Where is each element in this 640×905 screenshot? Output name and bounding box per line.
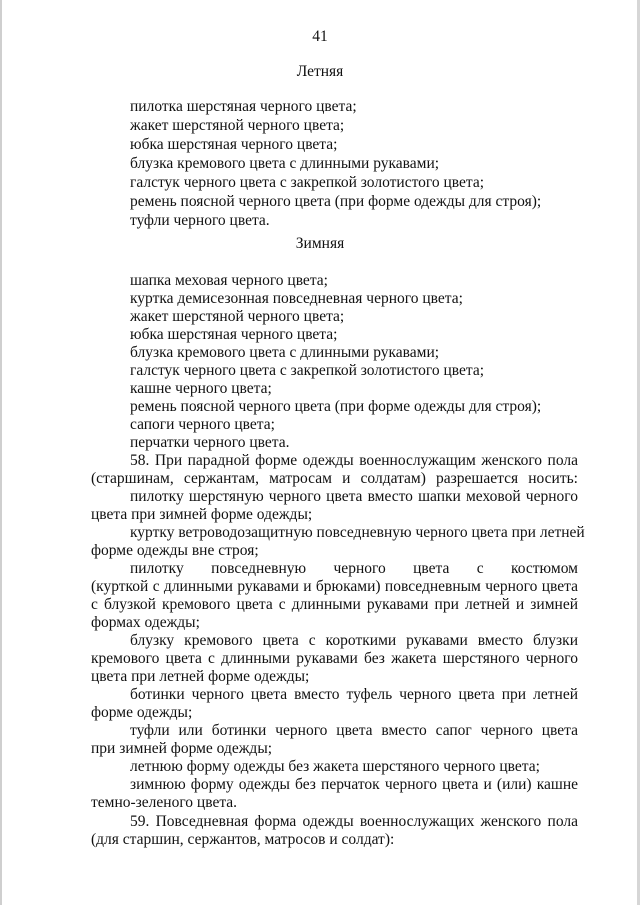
list-item: блузка кремового цвета с длинными рукавами; (130, 155, 440, 172)
paragraph-line: при зимней форме одежды; (91, 740, 273, 757)
list-item: юбка шерстяная черного цвета; (130, 326, 338, 343)
list-item: жакет шерстяной черного цвета; (130, 308, 345, 325)
list-item: жакет шерстяной черного цвета; (130, 117, 345, 134)
paragraph-line: форме одежды вне строя; (91, 542, 259, 559)
paragraph-line: темно-зеленого цвета. (91, 794, 238, 811)
paragraph-line: пилотку повседневную черного цвета с костюмом (130, 560, 578, 577)
list-item: куртка демисезонная повседневная черного цвета; (130, 290, 463, 307)
list-item: шапка меховая черного цвета; (130, 272, 328, 289)
paragraph-line: куртку ветроводозащитную повседневную черного цвета при летней (130, 524, 585, 541)
paragraph-line: блузку кремового цвета с короткими рукавами вместо блузки (130, 632, 578, 649)
paragraph-line: формах одежды; (91, 614, 200, 631)
list-item: перчатки черного цвета. (130, 434, 290, 451)
summer-heading: Летняя (296, 63, 344, 80)
paragraph-line: (курткой с длинными рукавами и брюками) повседневным черного цвета (91, 578, 578, 595)
list-item: туфли черного цвета. (130, 212, 270, 229)
paragraph-line: цвета при зимней форме одежды; (91, 506, 313, 523)
list-item: галстук черного цвета с закрепкой золотистого цвета; (130, 362, 485, 379)
list-item: ремень поясной черного цвета (при форме одежды для строя); (130, 398, 542, 415)
paragraph-line: кремового цвета с длинными рукавами без жакета шерстяного черного (91, 650, 578, 667)
winter-heading: Зимняя (295, 235, 345, 252)
paragraph-line: летнюю форму одежды без жакета шерстяного черного цвета; (130, 758, 540, 775)
list-item: ремень поясной черного цвета (при форме одежды для строя); (130, 193, 542, 210)
list-item: блузка кремового цвета с длинными рукавами; (130, 344, 440, 361)
paragraph-line: зимнюю форму одежды без перчаток черного цвета и (или) кашне (130, 776, 578, 793)
paragraph-line: (для старшин, сержантов, матросов и солдат): (91, 831, 395, 848)
list-item: пилотка шерстяная черного цвета; (130, 98, 357, 115)
list-item: галстук черного цвета с закрепкой золотистого цвета; (130, 174, 485, 191)
paragraph-line: с блузкой кремового цвета с длинными рукавами при летней и зимней (91, 596, 578, 613)
paragraph-line: (старшинам, сержантам, матросам и солдатам) разрешается носить: (91, 470, 578, 487)
paragraph-line: форме одежды; (91, 704, 193, 721)
paragraph-line: ботинки черного цвета вместо туфель черного цвета при летней (130, 686, 578, 703)
scan-edge-left (0, 0, 2, 905)
list-item: юбка шерстяная черного цвета; (130, 136, 338, 153)
page-number: 41 (312, 28, 328, 45)
paragraph-line: 59. Повседневная форма одежды военнослужащих женского пола (130, 813, 578, 830)
paragraph-line: пилотку шерстяную черного цвета вместо шапки меховой черного (130, 488, 578, 505)
paragraph-line: туфли или ботинки черного цвета вместо сапог черного цвета (130, 722, 578, 739)
list-item: сапоги черного цвета; (130, 416, 275, 433)
list-item: кашне черного цвета; (130, 380, 272, 397)
paragraph-line: цвета при летней форме одежды; (91, 668, 310, 685)
paragraph-line: 58. При парадной форме одежды военнослужащим женского пола (130, 452, 578, 469)
